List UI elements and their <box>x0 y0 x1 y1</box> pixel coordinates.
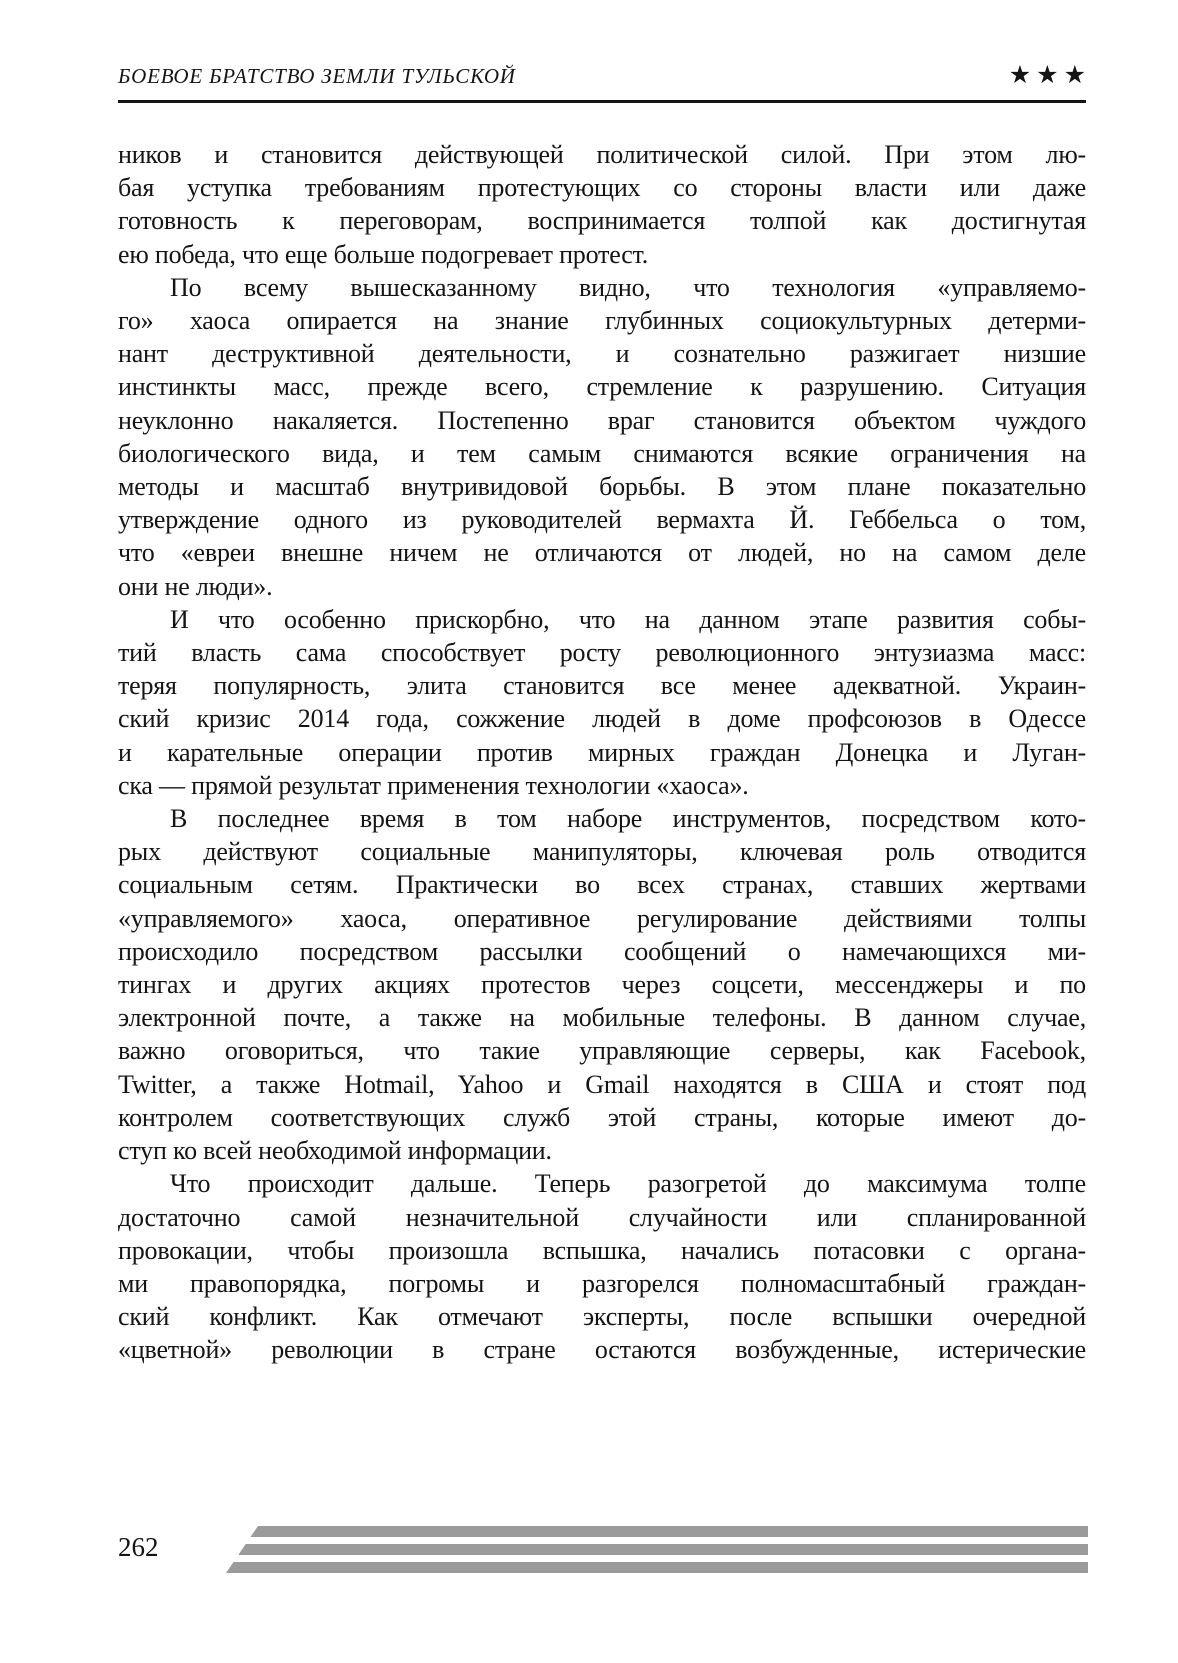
paragraph <box>118 1167 1086 1366</box>
paragraph <box>118 603 1086 802</box>
text-line: провокации, чтобы произошла вспышка, начались потасовки с органа- <box>118 1235 1086 1265</box>
text-line: В последнее время в том наборе инструментов, посредством кото- <box>170 804 1086 834</box>
stripe-bar <box>226 1526 1088 1537</box>
text-line: И что особенно прискорбно, что на данном этапе развития собы- <box>170 604 1086 634</box>
text-line: неуклонно накаляется. Постепенно враг становится объектом чуждого <box>118 405 1086 435</box>
text-line: нант деструктивной деятельности, и сознательно разжигает низшие <box>118 339 1086 369</box>
text-line: инстинкты масс, прежде всего, стремление к разрушению. Ситуация <box>118 372 1086 402</box>
text-line: важно оговориться, что такие управляющие серверы, как Facebook, <box>118 1036 1086 1066</box>
text-line: По всему вышесказанному видно, что технология «управляемо- <box>170 272 1086 302</box>
page-number: 262 <box>118 1532 159 1562</box>
text-line: методы и масштаб внутривидовой борьбы. В этом плане показательно <box>118 472 1086 502</box>
text-line: ский кризис 2014 года, сожжение людей в доме профсоюзов в Одессе <box>118 704 1086 734</box>
text-line: готовность к переговорам, воспринимается толпой как достигнутая <box>118 206 1086 236</box>
text-line: ми правопорядка, погромы и разгорелся полномасштабный граждан- <box>118 1268 1086 1298</box>
text-line: происходило посредством рассылки сообщений о намечающихся ми- <box>118 936 1086 966</box>
text-line: контролем соответствующих служб этой страны, которые имеют до- <box>118 1102 1086 1132</box>
header-rule <box>118 100 1086 103</box>
stars-icon: ★★★ <box>1008 62 1091 89</box>
text-line: ею победа, что еще больше подогревает протест. <box>118 239 649 269</box>
text-line: Twitter, а также Hotmail, Yahoo и Gmail находятся в США и стоят под <box>118 1069 1086 1099</box>
text-line: они не люди». <box>118 571 273 601</box>
text-line: «цветной» революции в стране остаются возбужденные, истерические <box>118 1335 1086 1365</box>
text-line: го» хаоса опирается на знание глубинных социокультурных детерми- <box>118 306 1086 336</box>
text-line: бая уступка требованиям протестующих со стороны власти или даже <box>118 173 1086 203</box>
text-line: тингах и других акциях протестов через соцсети, мессенджеры и по <box>118 970 1086 1000</box>
page-header <box>118 60 1091 90</box>
text-line: Что происходит дальше. Теперь разогретой до максимума толпе <box>170 1169 1086 1199</box>
text-line: биологического вида, и тем самым снимаются всякие ограничения на <box>118 438 1086 468</box>
text-line: утверждение одного из руководителей вермахта Й. Геббельса о том, <box>118 505 1086 535</box>
text-line: теряя популярность, элита становится все менее адекватной. Украин- <box>118 671 1086 701</box>
text-line: тий власть сама способствует росту революционного энтузиазма масс: <box>118 638 1086 668</box>
body-text <box>118 138 1086 1367</box>
footer-stripes-decoration <box>226 1526 1088 1573</box>
stripe-bar <box>226 1562 1088 1573</box>
text-line: и карательные операции против мирных граждан Донецка и Луган- <box>118 737 1086 767</box>
text-line: ский конфликт. Как отмечают эксперты, после вспышки очередной <box>118 1302 1086 1332</box>
paragraph <box>118 138 1086 271</box>
text-line: ска — прямой результат применения технологии «хаоса». <box>118 770 749 800</box>
stripe-bar <box>226 1544 1088 1555</box>
page-footer <box>118 1526 1088 1573</box>
paragraph <box>118 271 1086 603</box>
text-line: ников и становится действующей политической силой. При этом лю- <box>118 140 1086 169</box>
text-line: социальным сетям. Практически во всех странах, ставших жертвами <box>118 870 1086 900</box>
text-line: достаточно самой незначительной случайности или спланированной <box>118 1202 1086 1232</box>
text-line: ступ ко всей необходимой информации. <box>118 1136 552 1166</box>
text-line: что «евреи внешне ничем не отличаются от людей, но на самом деле <box>118 538 1086 568</box>
text-line: рых действуют социальные манипуляторы, ключевая роль отводится <box>118 837 1086 867</box>
text-line: электронной почте, а также на мобильные телефоны. В данном случае, <box>118 1003 1086 1033</box>
running-title: БОЕВОЕ БРАТСТВО ЗЕМЛИ ТУЛЬСКОЙ <box>118 64 516 88</box>
paragraph <box>118 802 1086 1167</box>
text-line: «управляемого» хаоса, оперативное регулирование действиями толпы <box>118 903 1086 933</box>
